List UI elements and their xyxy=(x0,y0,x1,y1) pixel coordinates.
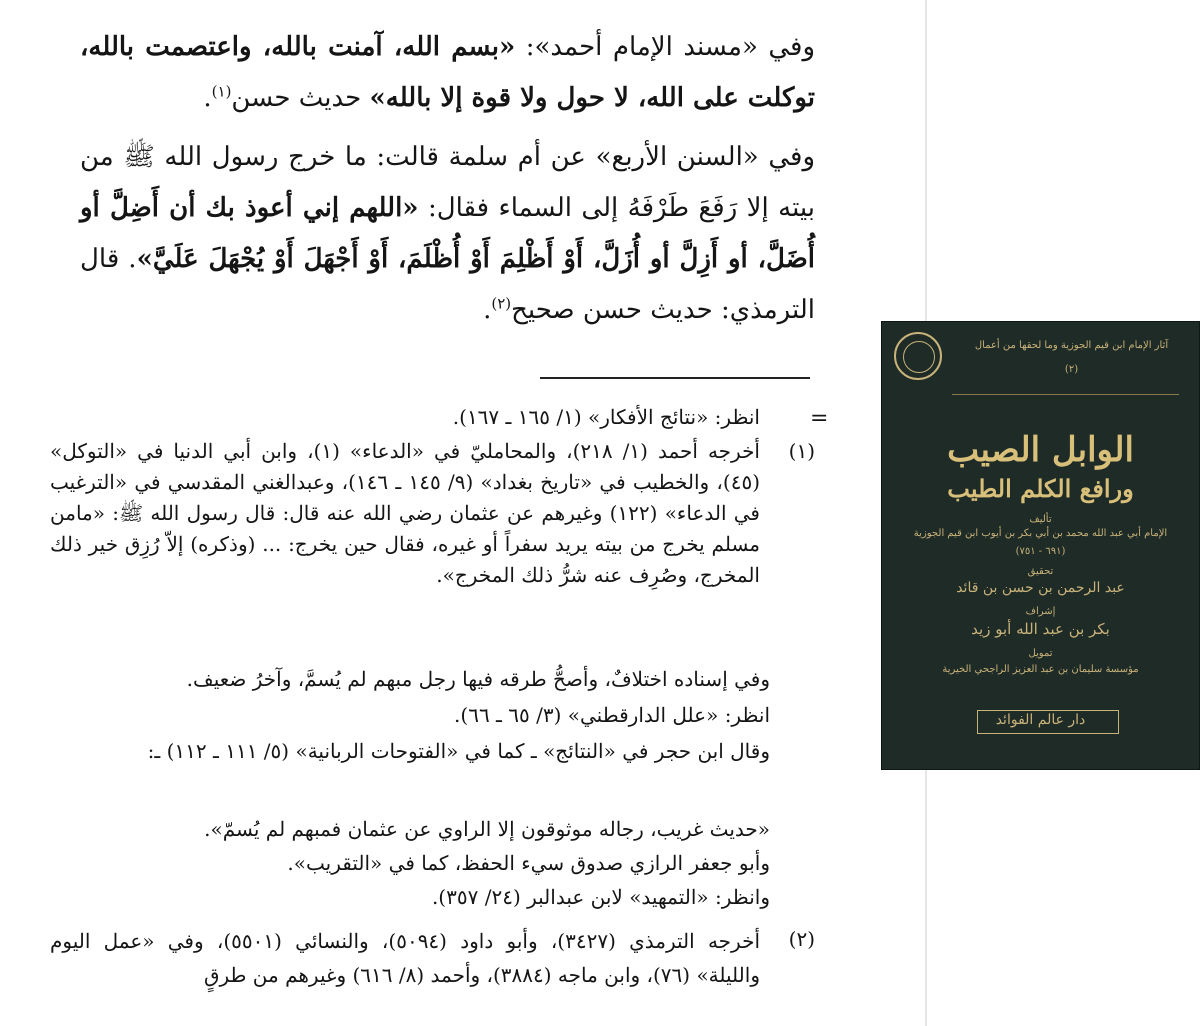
period: . xyxy=(483,295,492,325)
cover-subtitle: ورافع الكلم الطيب xyxy=(947,474,1134,503)
footnotes-section xyxy=(50,402,815,1022)
grading-text: حديث حسن xyxy=(231,83,370,113)
period: . xyxy=(203,83,212,113)
cover-author: الإمام أبي عبد الله محمد بن أبي بكر بن أيوب ابن قيم الجوزية xyxy=(913,528,1168,539)
footnote-line: وفي إسناده اختلافٌ، وأصحُّ طرقه فيها رجل مبهم لم يُسمَّ، وآخرُ ضعيف. xyxy=(186,667,770,691)
footnote-body: أخرجه أحمد (١/ ٢١٨)، والمحامليّ في «الدعاء» (١)، وابن أبي الدنيا في «التوكل» (٤٥)، والخطيب في «تاريخ بغداد» (٩/ ١٤٥ ـ ١٤٦)، وعبدالغني المقدسي في «الترغيب في الدعاء» (١٢٢) وغيرهم عن عثمان رضي الله عنه قال: قال رسول الله ﷺ: «مامن مسلم يخرج من بيته يريد سفراً أو غيره، فقال حين يخرج: ... (وذكره) إلاّ رُزِق خير ذلك المخرج، وصُرِف عنه شرُّ ذلك المخرج». xyxy=(50,439,760,587)
cover-funder: مؤسسة سليمان بن عبد العزيز الراجحي الخيرية xyxy=(942,664,1139,675)
footnote-separator xyxy=(540,377,810,379)
paragraph-sunan xyxy=(80,132,815,336)
footnote-body: أخرجه الترمذي (٣٤٢٧)، وأبو داود (٥٠٩٤)، والنسائي (٥٥٠١)، وفي «عمل اليوم والليلة» (٧٦)، وابن ماجه (٣٨٨٤)، وأحمد (٨/ ٦١٦) وغيرهم من طرقٍ xyxy=(50,929,760,987)
footnote-line: وانظر: «التمهيد» لابن عبدالبر (٢٤/ ٣٥٧). xyxy=(431,885,770,909)
paragraph-intro: وفي «مسند الإمام أحمد»: xyxy=(515,32,816,62)
cover-years: (٦٩١ - ٧٥١) xyxy=(1015,546,1066,557)
footnote-number: (١) xyxy=(788,439,815,463)
footnote-line: انظر: «نتائج الأفكار» (١/ ١٦٥ ـ ١٦٧). xyxy=(452,405,760,429)
footnote-ref-2[interactable]: (٢) xyxy=(491,294,512,313)
dua-text: «بسم الله، آمنت بالله، واعتصمت بالله، توكلت على الله، لا حول ولا قوة إلا بالله» xyxy=(80,32,815,113)
cover-editor-label: تحقيق xyxy=(1027,566,1054,577)
cover-supervisor: بكر بن عبد الله أبو زيد xyxy=(971,620,1110,638)
cover-author-label: تأليف xyxy=(1029,514,1052,525)
paragraph-intro: وفي «السنن الأربع» عن أم سلمة قالت: ما خرج رسول الله ﷺ من بيته إلا رَفَعَ طَرْفَهُ إلى السماء فقال: xyxy=(80,142,815,223)
book-cover-image xyxy=(881,321,1200,770)
cover-series: آثار الإمام ابن قيم الجوزية وما لحقها من أعمال xyxy=(974,340,1169,351)
paragraph-musnad xyxy=(80,22,815,124)
footnote-line: وأبو جعفر الرازي صدوق سيء الحفظ، كما في «التقريب». xyxy=(287,851,770,875)
cover-title: الوابل الصيب xyxy=(947,430,1134,470)
cover-supervisor-label: إشراف xyxy=(1025,606,1056,617)
dua-text: «اللهم إني أعوذ بك أن أَضِلَّ أو أُضَلَّ، أو أَزِلَّ أو أُزَلَّ، أَوْ أَظْلِمَ أَوْ أُظْلَمَ، أَوْ أَجْهَلَ أَوْ يُجْهَلَ عَلَيَّ» xyxy=(80,193,815,274)
footnote-line: وقال ابن حجر في «النتائج» ـ كما في «الفتوحات الربانية» (٥/ ١١١ ـ ١١٢) ـ: xyxy=(147,739,770,763)
cover-publisher: دار عالم الفوائد xyxy=(995,712,1086,728)
footnote-line: «حديث غريب، رجاله موثوقون إلا الراوي عن عثمان فمبهم لم يُسمّ». xyxy=(204,817,770,841)
cover-editor: عبد الرحمن بن حسن بن قائد xyxy=(956,580,1125,596)
cover-ornament xyxy=(952,394,1179,395)
cover-funder-label: تمويل xyxy=(1028,648,1053,659)
continuation-mark: = xyxy=(810,406,829,431)
cover-volume: (٢) xyxy=(1064,364,1079,375)
grading-text: . قال الترمذي: حديث حسن صحيح xyxy=(80,244,815,325)
footnote-number: (٢) xyxy=(788,927,815,951)
footnote-ref-1[interactable]: (١) xyxy=(211,82,232,101)
footnote-line: انظر: «علل الدارقطني» (٣/ ٦٥ ـ ٦٦). xyxy=(454,703,770,727)
publisher-seal-icon xyxy=(894,332,942,380)
